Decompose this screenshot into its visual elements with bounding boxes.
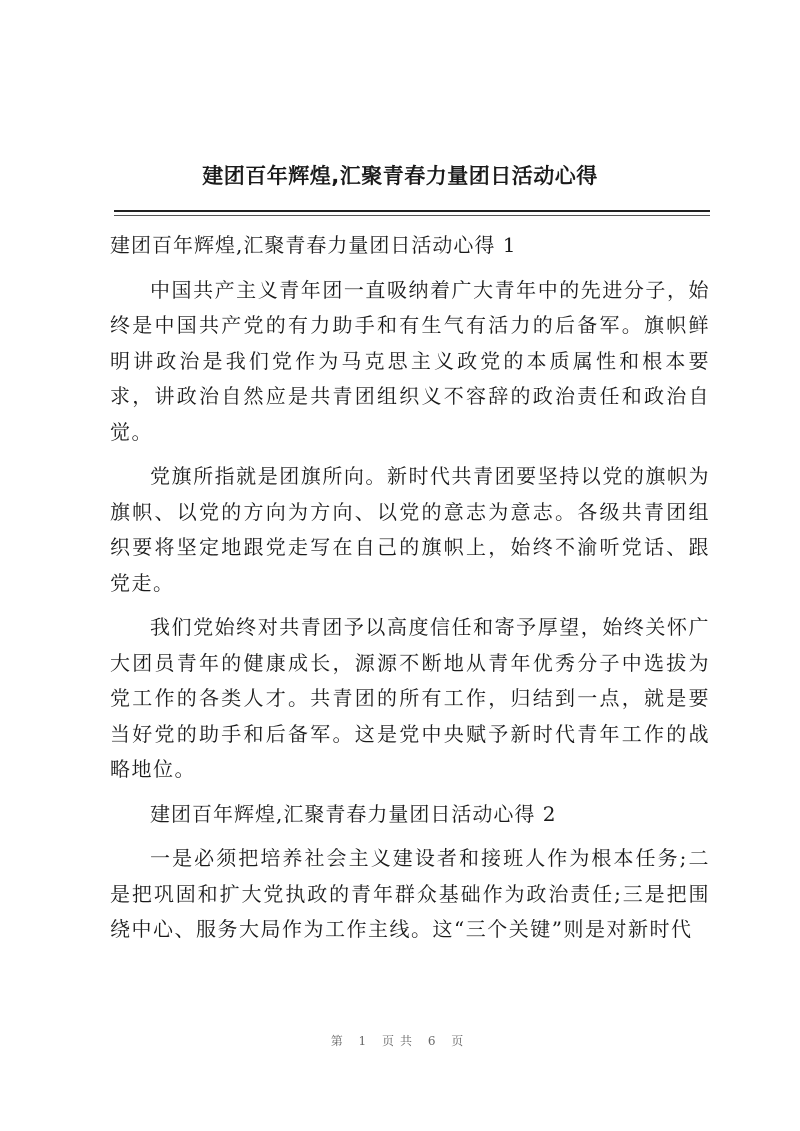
body-paragraph: 中国共产主义青年团一直吸纳着广大青年中的先进分子，始终是中国共产党的有力助手和有生气有活力的后备军。旗帜鲜明讲政治是我们党作为马克思主义政党的本质属性和根本要求，讲政治自然应是共青团组织义不容辞的政治责任和政治自觉。 — [110, 277, 710, 444]
body-paragraph: 党旗所指就是团旗所向。新时代共青团要坚持以党的旗帜为旗帜、以党的方向为方向、以党的意志为意志。各级共青团组织要将坚定地跟党走写在自己的旗帜上，始终不渝听党话、跟党走。 — [110, 464, 710, 595]
document-body — [110, 228, 710, 957]
body-paragraph: 我们党始终对共青团予以高度信任和寄予厚望，始终关怀广大团员青年的健康成长，源源不断地从青年优秀分子中选拔为党工作的各类人才。共青团的所有工作，归结到一点，就是要当好党的助手和后备军。这是党中央赋予新时代青年工作的战略地位。 — [110, 615, 710, 781]
title-divider-thick — [114, 210, 710, 212]
page-number-footer: 第 1 页共 6 页 — [330, 1034, 470, 1048]
section-heading-2: 建团百年辉煌,汇聚青春力量团日活动心得 2 — [150, 801, 557, 826]
title-divider-thin — [114, 215, 710, 216]
section-heading-1: 建团百年辉煌,汇聚青春力量团日活动心得 1 — [110, 233, 517, 257]
body-paragraph: 一是必须把培养社会主义建设者和接班人作为根本任务;二是把巩固和扩大党执政的青年群众基础作为政治责任;三是把围绕中心、服务大局作为工作主线。这“三个关键”则是对新时代 — [110, 846, 710, 941]
document-title: 建团百年辉煌,汇聚青春力量团日活动心得 — [202, 164, 598, 188]
